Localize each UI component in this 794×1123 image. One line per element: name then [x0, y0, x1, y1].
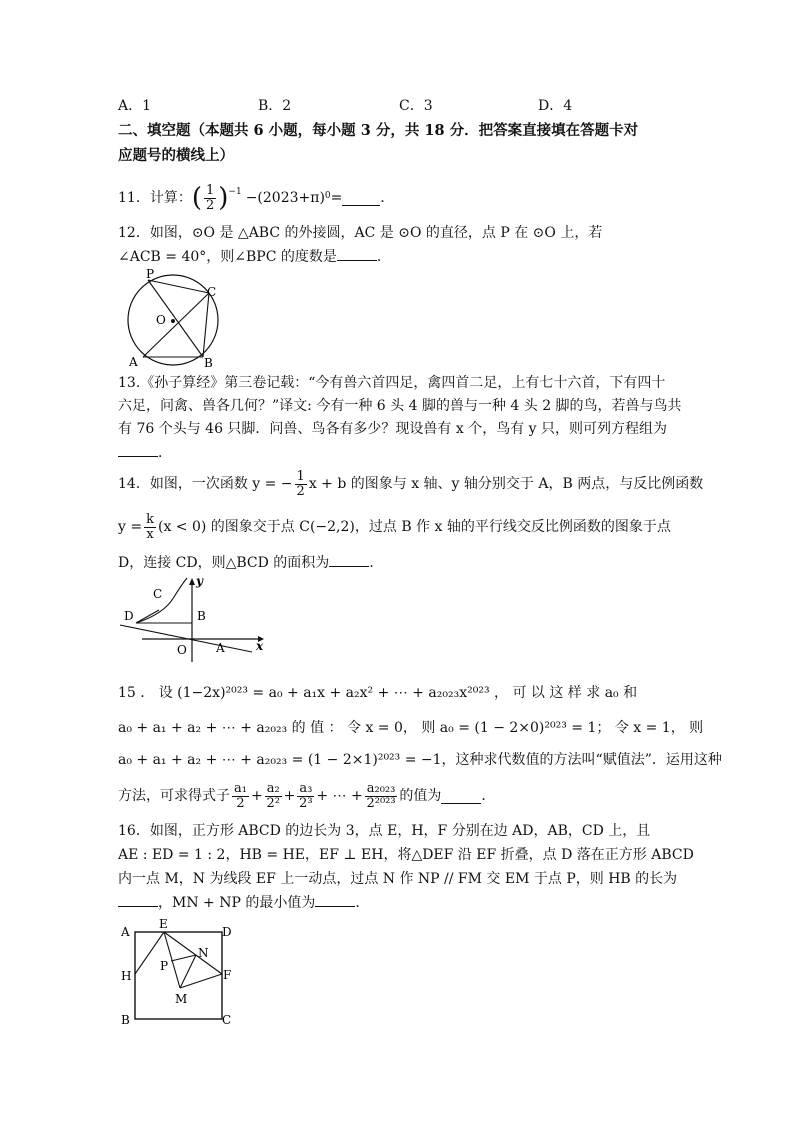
q16-line3: 内一点 M，N 为线段 EF 上一动点，过点 N 作 NP // FM 交 EM 于点 P，则 HB 的长为 — [118, 871, 678, 887]
label-n: N — [198, 946, 209, 960]
choice-a: A．1 — [118, 98, 152, 114]
q15-line3: a₀ + a₁ + a₂ + ⋯ + a₂₀₂₃ = (1 − 2×1)²⁰²³ = −1，这种求代数值的方法叫“赋值法”．运用这种 — [118, 752, 722, 768]
label-c: C — [153, 587, 163, 601]
q15-answer-blank — [441, 789, 481, 804]
choice-b: B．2 — [258, 98, 292, 114]
q15-line4: 方法，可求得式子 $\frac{\text{a₁}}{2}$ + $\frac{\text{a₂}}{\text{2²}}$ + $\frac{\text{a₃}}{\text{2³}}$ + ⋯ + $\frac{\text{a₂₀₂₃}}{\text{2²⁰²³}}$ 的值为 ． — [118, 780, 496, 811]
q16-answer-blank-2 — [315, 892, 355, 907]
q16-square-figure — [118, 914, 240, 1028]
q16-line2: AE : ED = 1 : 2，HB = HE，EF ⊥ EH，将△DEF 沿 EF 折叠，点 D 落在正方形 ABCD — [118, 847, 694, 863]
q16-answer-blank-1 — [118, 892, 158, 907]
section-heading-line1: 二、填空题（本题共 6 小题，每小题 3 分，共 18 分．把答案直接填在答题卡对 — [118, 122, 639, 139]
q15-line2: a₀ + a₁ + a₂ + ⋯ + a₂₀₂₃ 的 值 ： 令 x = 0， 则 a₀ = (1 − 2×0)²⁰²³ = 1； 令 x = 1， 则 — [118, 720, 704, 736]
q12-circle-figure — [115, 266, 230, 372]
label-p: P — [160, 959, 169, 973]
label-o: O — [177, 643, 187, 657]
q12-line2: ∠ACB = 40°，则∠BPC 的度数是 ． — [118, 246, 391, 267]
choice-c: C．3 — [399, 98, 433, 114]
q13-answer-blank — [118, 442, 158, 457]
choice-d: D．4 — [538, 98, 573, 114]
label-x: x — [256, 639, 264, 653]
q14-line1: 14．如图，一次函数 y = − $\frac{1}{2}$ x + b 的图象与 x 轴、y 轴分别交于 A，B 两点，与反比例函数 — [118, 468, 704, 499]
q12-line1: 12．如图，⊙O 是 △ABC 的外接圆，AC 是 ⊙O 的直径，点 P 在 ⊙O 上，若 — [118, 225, 603, 241]
q11-prefix: 11．计算： — [118, 190, 192, 206]
q12-answer-blank — [337, 246, 377, 261]
label-c: C — [222, 1013, 232, 1027]
q13-line4: ． — [118, 442, 172, 463]
q14-answer-blank — [329, 552, 369, 567]
label-d: D — [222, 925, 232, 939]
label-c: C — [207, 285, 217, 299]
label-a: A — [121, 925, 130, 939]
section-heading-line2: 应题号的横线上） — [118, 147, 234, 164]
q14-graph-figure — [116, 572, 268, 664]
q14-line3: D，连接 CD，则△BCD 的面积为 ． — [118, 552, 383, 573]
q13-line2: 六足，问禽、兽各几何？”译文: 今有一种 6 头 4 脚的兽与一种 4 头 2 脚的鸟，若兽与鸟共 — [118, 398, 682, 414]
label-e: E — [159, 917, 168, 931]
label-d: D — [124, 609, 134, 623]
q16-line4: ，MN + NP 的最小值为 ． — [118, 892, 369, 913]
label-f: F — [223, 968, 232, 982]
q11-answer-blank — [342, 191, 380, 206]
label-a: A — [129, 355, 138, 369]
label-o: O — [156, 313, 166, 327]
label-h: H — [121, 969, 132, 983]
label-b: B — [121, 1013, 130, 1027]
label-y: y — [196, 574, 203, 588]
label-b: B — [197, 609, 206, 623]
label-b: B — [204, 356, 213, 370]
q13-line1: 13.《孙子算经》第三卷记载：“今有兽六首四足，禽四首二足，上有七十六首，下有四十 — [118, 375, 666, 391]
q14-line2: y = $\frac{k}{x}$ (x < 0) 的图象交于点 C(−2,2)，过点 B 作 x 轴的平行线交反比例函数的图象于点 — [118, 511, 671, 542]
q11-fraction: $\frac{1}{2}$ — [205, 182, 215, 213]
label-p: P — [146, 267, 155, 281]
q15-line1: 15 ． 设 (1−2x)²⁰²³ = a₀ + a₁x + a₂x² + ⋯ + a₂₀₂₃x²⁰²³ ， 可 以 这 样 求 a₀ 和 — [118, 685, 638, 701]
label-a: A — [216, 641, 225, 655]
label-m: M — [175, 992, 188, 1006]
question-11: 11．计算： ( $\frac{1}{2}$ ) $^{-1}$ −(2023+π) 0 = ． — [118, 182, 395, 213]
q16-line1: 16．如图，正方形 ABCD 的边长为 3，点 E，H，F 分别在边 AD，AB，CD 上，且 — [118, 823, 651, 839]
q13-line3: 有 76 个头与 46 只脚．问兽、鸟各有多少？现设兽有 x 个，鸟有 y 只，则可列方程组为 — [118, 421, 668, 437]
